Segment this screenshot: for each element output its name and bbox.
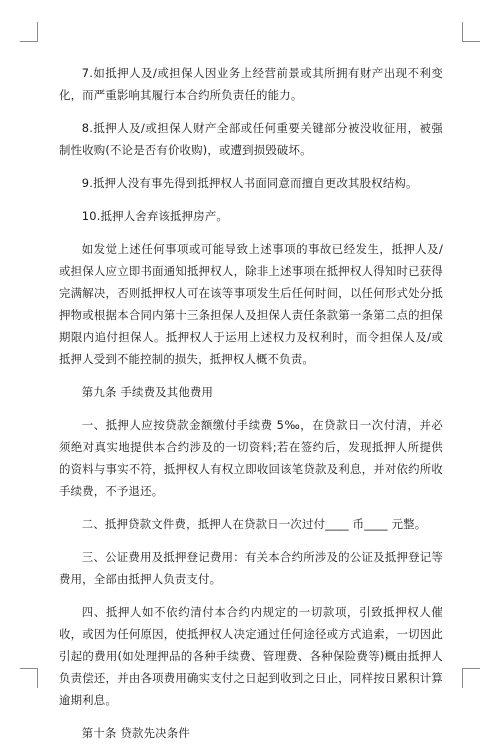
crop-mark-bottom-right (462, 668, 480, 669)
document-body (59, 62, 443, 744)
fee-item-4: 四、抵押人如不依约清付本合约内规定的一切款项，引致抵押权人催收，或因为任何原因，使抵押权人决定通过任何途径或方式追索，一切因此引起的费用(如处理押品的各种手续费、管理费、各种保险费等)概由抵押人负责偿还，并由各项费用确实支付之日起到收到之日止，同样按日累积计算逾期利息。 (59, 605, 443, 707)
fee-item-3: 三、公证费用及抵押登记费用：有关本合约所涉及的公证及抵押登记等费用，全部由抵押人负责支付。 (59, 550, 443, 586)
clause-7: 7.如抵押人及/或担保人因业务上经营前景或其所拥有财产出现不利变化，而严重影响其履行本合约所负责任的能力。 (59, 66, 443, 102)
crop-mark-top-left (37, 22, 38, 42)
clause-9: 9.抵押人没有事先得到抵押权人书面同意而擅自更改其股权结构。 (81, 176, 418, 190)
section-heading-article-10: 第十条 贷款先决条件 (81, 726, 190, 740)
crop-mark-bottom-left (20, 668, 38, 669)
notification-paragraph: 如发觉上述任何事项或可能导致上述事项的事故已经发生，抵押人及/或担保人应立即书面通知抵押权人，除非上述事项在抵押权人得知时已获得完满解决，否则抵押权人可在该等事项发生后任何时间，以任何形式处分抵押物或根据本合同内第十三条担保人及担保人责任条款第一条第二点的担保期限内追付担保人。抵押权人于运用上述权力及权利时，而令担保人及/或抵押人受到不能控制的损失，抵押权人概不负责。 (59, 242, 443, 366)
crop-mark-bottom-right (462, 668, 463, 688)
section-heading-article-9: 第九条 手续费及其他费用 (81, 385, 214, 399)
clause-10: 10.抵押人舍弃该抵押房产。 (81, 209, 229, 223)
fee-item-1: 一、抵押人应按贷款金额缴付手续费 5‰，在贷款日一次付清，并必须绝对真实地提供本合约涉及的一切资料;若在签约后，发现抵押人所提供的资料与事实不符，抵押权人有权立即收回该笔贷款及利息，并对依约所收手续费，不予退还。 (59, 418, 443, 498)
crop-mark-top-right (462, 41, 480, 42)
crop-mark-bottom-left (37, 668, 38, 688)
crop-mark-top-right (462, 22, 463, 42)
crop-mark-top-left (20, 41, 38, 42)
clause-8: 8.抵押人及/或担保人财产全部或任何重要关键部分被没收征用，被强制性收购(不论是否有价收购)，或遭到损毁破坏。 (59, 121, 443, 157)
fee-item-2: 二、抵押贷款文件费，抵押人在贷款日一次过付____ 币____ 元整。 (81, 517, 427, 531)
